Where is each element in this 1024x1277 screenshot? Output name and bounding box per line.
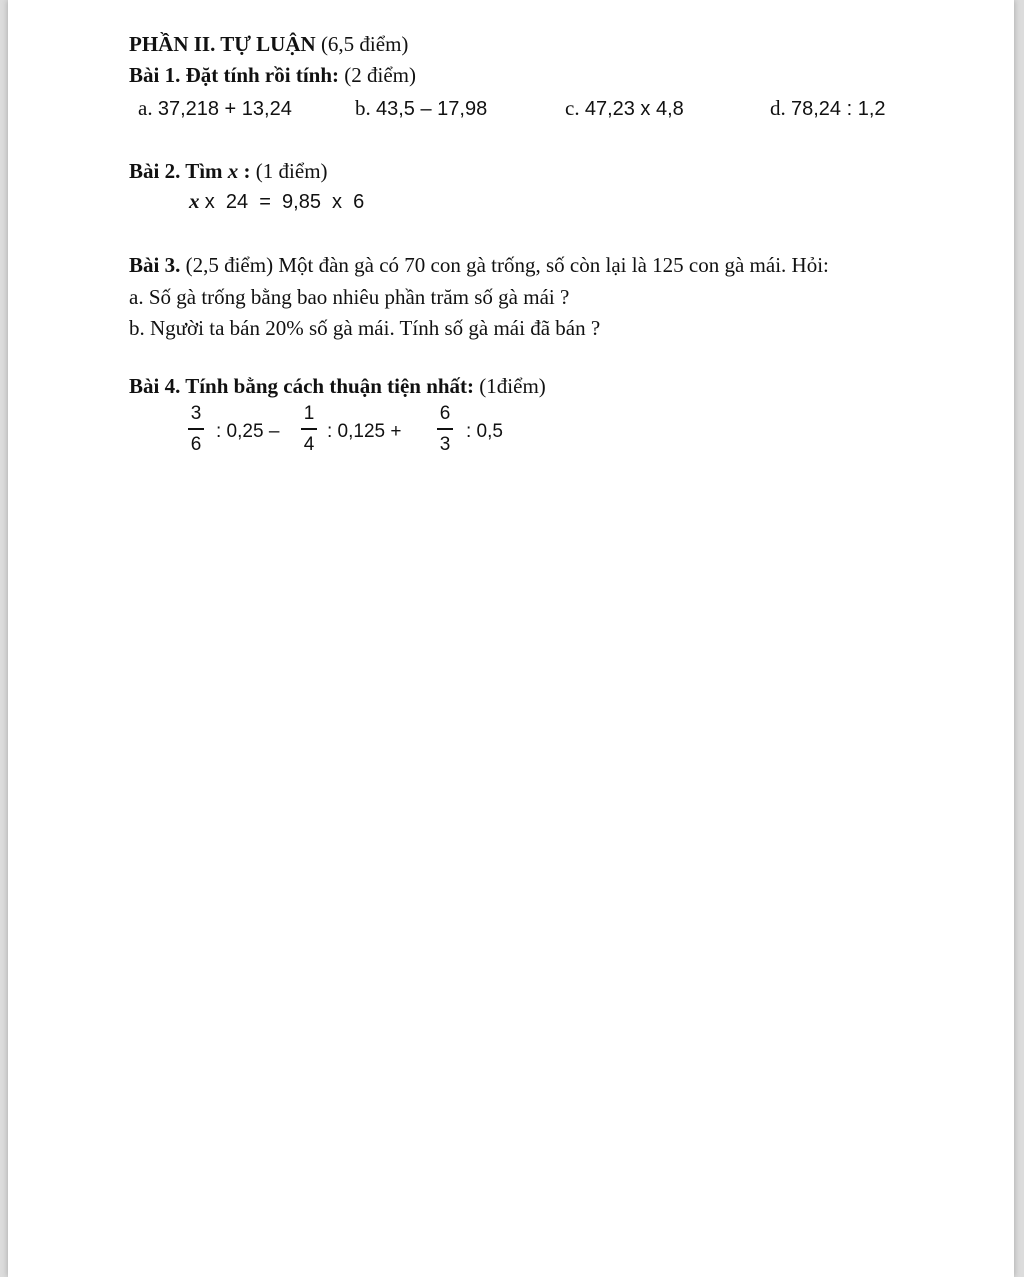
bai2-heading-line bbox=[129, 159, 328, 184]
bai3-a: a. Số gà trống bằng bao nhiêu phần trăm số gà mái ? bbox=[129, 285, 570, 309]
bai2-eq-rest: x 24 = 9,85 x 6 bbox=[204, 191, 365, 213]
bai1-item-a-expr: 37,218 + 13,24 bbox=[157, 98, 292, 120]
bai1-heading: Bài 1. Đặt tính rồi tính: bbox=[129, 63, 340, 87]
bai1-item-b bbox=[355, 96, 487, 121]
bai2-score: (1 điểm) bbox=[250, 159, 328, 183]
bai4-heading-line bbox=[129, 374, 546, 399]
bai2-eq-x: x bbox=[189, 189, 200, 213]
part-title: PHẦN II. TỰ LUẬN bbox=[129, 32, 316, 56]
document-page bbox=[8, 0, 1014, 1277]
bai1-item-b-expr: 43,5 – 17,98 bbox=[376, 98, 488, 120]
part-title-line bbox=[129, 32, 408, 57]
bai3-line bbox=[129, 253, 829, 278]
bai1-item-a-label: a. bbox=[138, 96, 153, 120]
bai4-op1: : 0,25 – bbox=[216, 421, 280, 442]
fraction-6-3: 6 3 bbox=[436, 403, 454, 456]
bai1-item-d-label: d. bbox=[770, 96, 786, 120]
bai3-heading: Bài 3. bbox=[129, 253, 181, 277]
bai1-item-b-label: b. bbox=[355, 96, 371, 120]
bai1-heading-line bbox=[129, 63, 416, 88]
bai4-op2: : 0,125 + bbox=[327, 421, 402, 442]
bai2-heading: Bài 2. Tìm bbox=[129, 159, 228, 183]
fraction-3-6: 3 6 bbox=[187, 403, 205, 456]
bai3-text: (2,5 điểm) Một đàn gà có 70 con gà trống, số còn lại là 125 con gà mái. Hỏi: bbox=[180, 253, 829, 277]
bai1-item-c-expr: 47,23 x 4,8 bbox=[584, 98, 684, 120]
bai4-heading: Bài 4. Tính bằng cách thuận tiện nhất: bbox=[129, 374, 475, 398]
bai2-equation bbox=[189, 189, 364, 214]
bai4-op3: : 0,5 bbox=[466, 421, 503, 442]
bai3-b: b. Người ta bán 20% số gà mái. Tính số gà mái đã bán ? bbox=[129, 316, 601, 340]
bai2-var: x bbox=[227, 159, 239, 183]
bai1-item-c-label: c. bbox=[565, 96, 580, 120]
fraction-1-4: 1 4 bbox=[300, 403, 318, 456]
bai2-colon: : bbox=[238, 159, 251, 183]
bai1-item-a bbox=[138, 96, 292, 121]
part-score: (6,5 điểm) bbox=[315, 32, 409, 56]
bai1-item-c bbox=[565, 96, 684, 121]
bai1-score: (2 điểm) bbox=[339, 63, 417, 87]
bai1-item-d-expr: 78,24 : 1,2 bbox=[791, 98, 886, 120]
bai1-item-d bbox=[770, 96, 886, 121]
bai4-score: (1điểm) bbox=[474, 374, 546, 398]
